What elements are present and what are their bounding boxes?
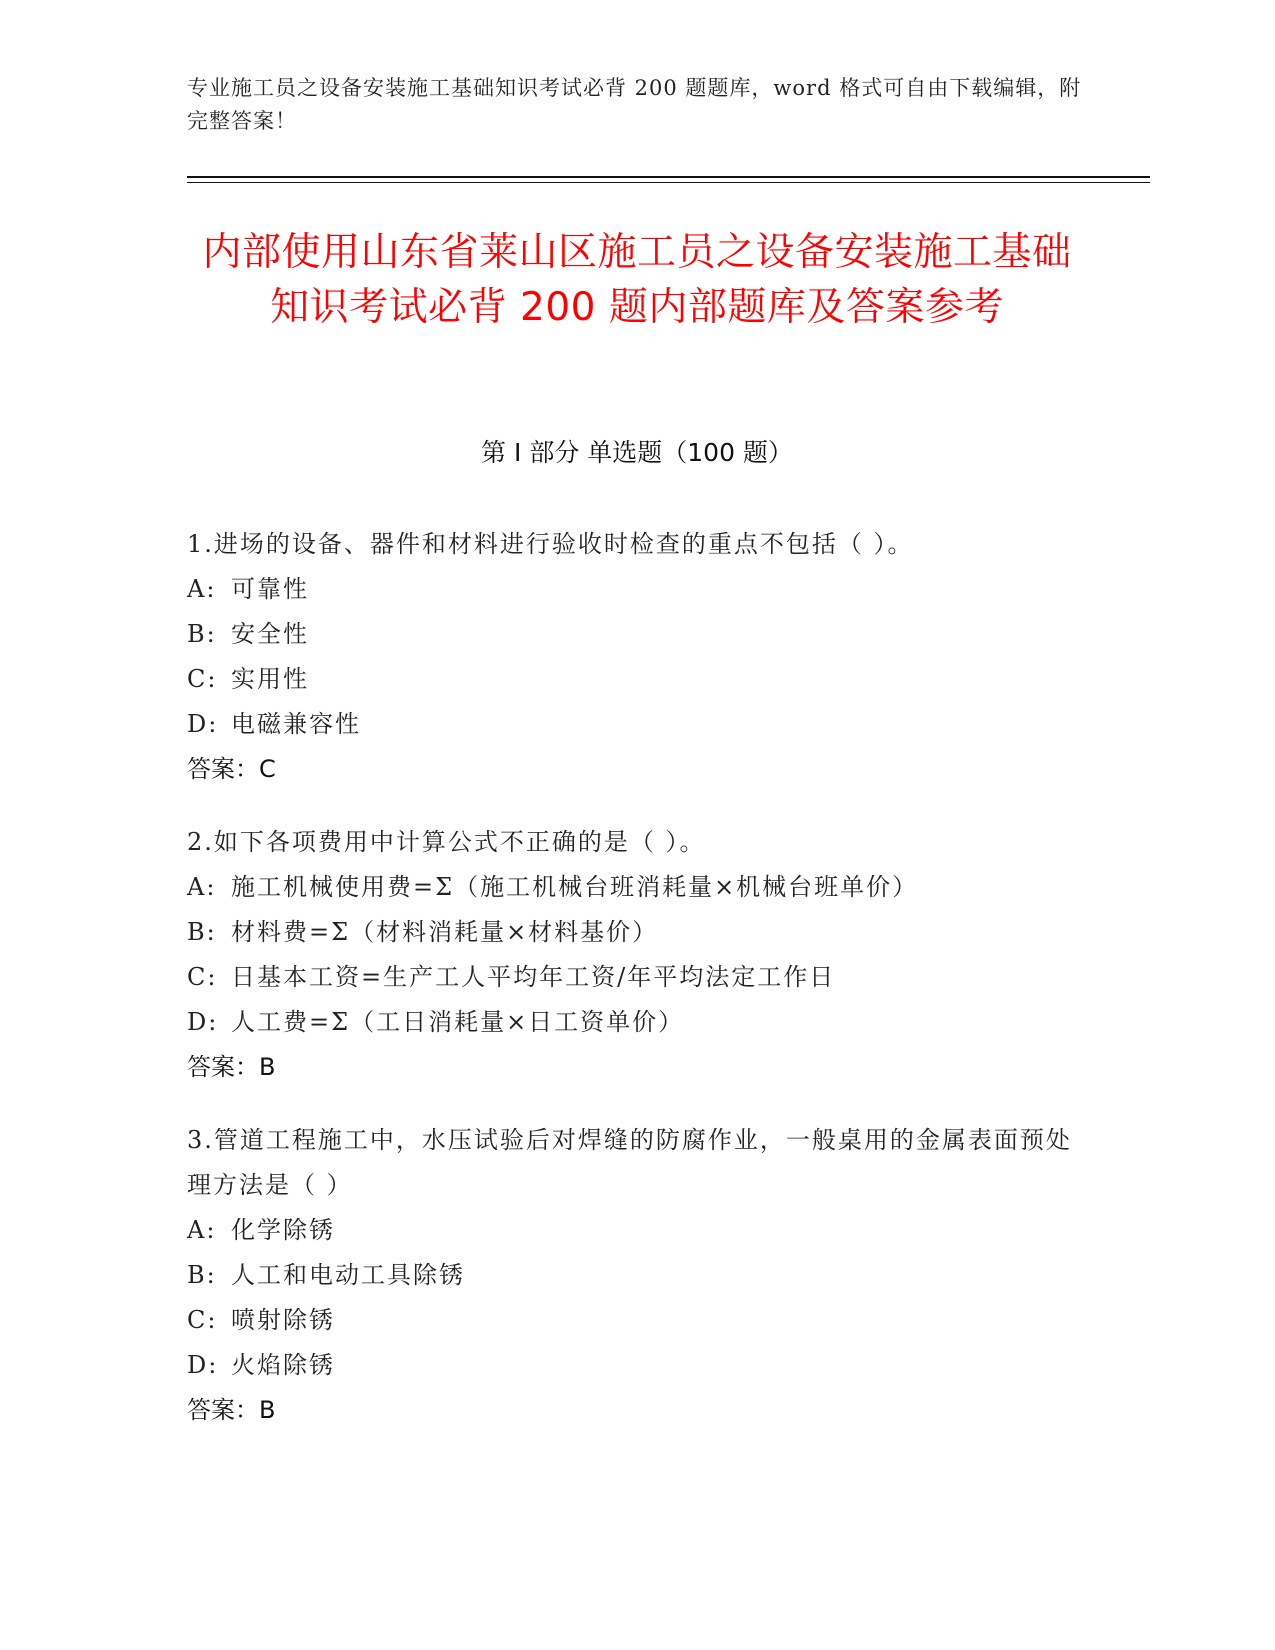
option-d bbox=[187, 1343, 1087, 1388]
section-title: 第 I 部分 单选题（100 题） bbox=[481, 438, 793, 467]
option-letter: A: bbox=[187, 575, 217, 603]
option-b bbox=[187, 910, 1087, 955]
option-letter: A: bbox=[187, 1216, 217, 1244]
option-d bbox=[187, 1000, 1087, 1045]
option-a bbox=[187, 567, 1087, 612]
question-stem: 1.进场的设备、器件和材料进行验收时检查的重点不包括（ ）。 bbox=[187, 530, 914, 558]
question-1 bbox=[187, 522, 1087, 792]
answer-line: 答案：C bbox=[187, 755, 276, 783]
question-stem: 3.管道工程施工中，水压试验后对焊缝的防腐作业，一般桌用的金属表面预处理方法是（ ） bbox=[187, 1126, 1072, 1199]
option-c bbox=[187, 1298, 1087, 1343]
question-3 bbox=[187, 1118, 1087, 1433]
document-title: 内部使用山东省莱山区施工员之设备安装施工基础知识考试必背 200 题内部题库及答案参考 bbox=[202, 230, 1072, 330]
option-letter: C: bbox=[187, 963, 218, 991]
header-divider-thick bbox=[187, 176, 1150, 178]
option-b bbox=[187, 612, 1087, 657]
option-text: 人工费=Σ（工日消耗量×日工资单价） bbox=[231, 1008, 685, 1036]
option-text: 材料费=Σ（材料消耗量×材料基价） bbox=[231, 918, 659, 946]
option-text: 实用性 bbox=[231, 665, 309, 693]
option-a bbox=[187, 1208, 1087, 1253]
header-note: 专业施工员之设备安装施工基础知识考试必背 200 题题库，word 格式可自由下载编辑，附完整答案！ bbox=[187, 76, 1082, 133]
option-letter: C: bbox=[187, 665, 218, 693]
option-letter: D: bbox=[187, 1351, 219, 1379]
option-c bbox=[187, 955, 1087, 1000]
option-d bbox=[187, 702, 1087, 747]
option-text: 日基本工资=生产工人平均年工资/年平均法定工作日 bbox=[231, 963, 836, 991]
answer-line: 答案：B bbox=[187, 1053, 276, 1081]
option-letter: D: bbox=[187, 1008, 219, 1036]
header-divider-thin bbox=[187, 182, 1150, 183]
option-text: 喷射除锈 bbox=[231, 1306, 335, 1334]
question-2 bbox=[187, 820, 1087, 1090]
question-list bbox=[187, 522, 1087, 1461]
answer-line: 答案：B bbox=[187, 1396, 276, 1424]
option-letter: B: bbox=[187, 1261, 217, 1289]
option-text: 电磁兼容性 bbox=[231, 710, 361, 738]
option-text: 施工机械使用费=Σ（施工机械台班消耗量×机械台班单价） bbox=[231, 873, 919, 901]
option-letter: A: bbox=[187, 873, 217, 901]
option-letter: C: bbox=[187, 1306, 218, 1334]
option-text: 火焰除锈 bbox=[231, 1351, 335, 1379]
option-c bbox=[187, 657, 1087, 702]
option-letter: B: bbox=[187, 918, 217, 946]
option-a bbox=[187, 865, 1087, 910]
option-letter: B: bbox=[187, 620, 217, 648]
option-b bbox=[187, 1253, 1087, 1298]
option-text: 可靠性 bbox=[231, 575, 309, 603]
question-stem: 2.如下各项费用中计算公式不正确的是（ ）。 bbox=[187, 828, 706, 856]
option-text: 安全性 bbox=[231, 620, 309, 648]
option-text: 化学除锈 bbox=[231, 1216, 335, 1244]
option-text: 人工和电动工具除锈 bbox=[231, 1261, 465, 1289]
option-letter: D: bbox=[187, 710, 219, 738]
